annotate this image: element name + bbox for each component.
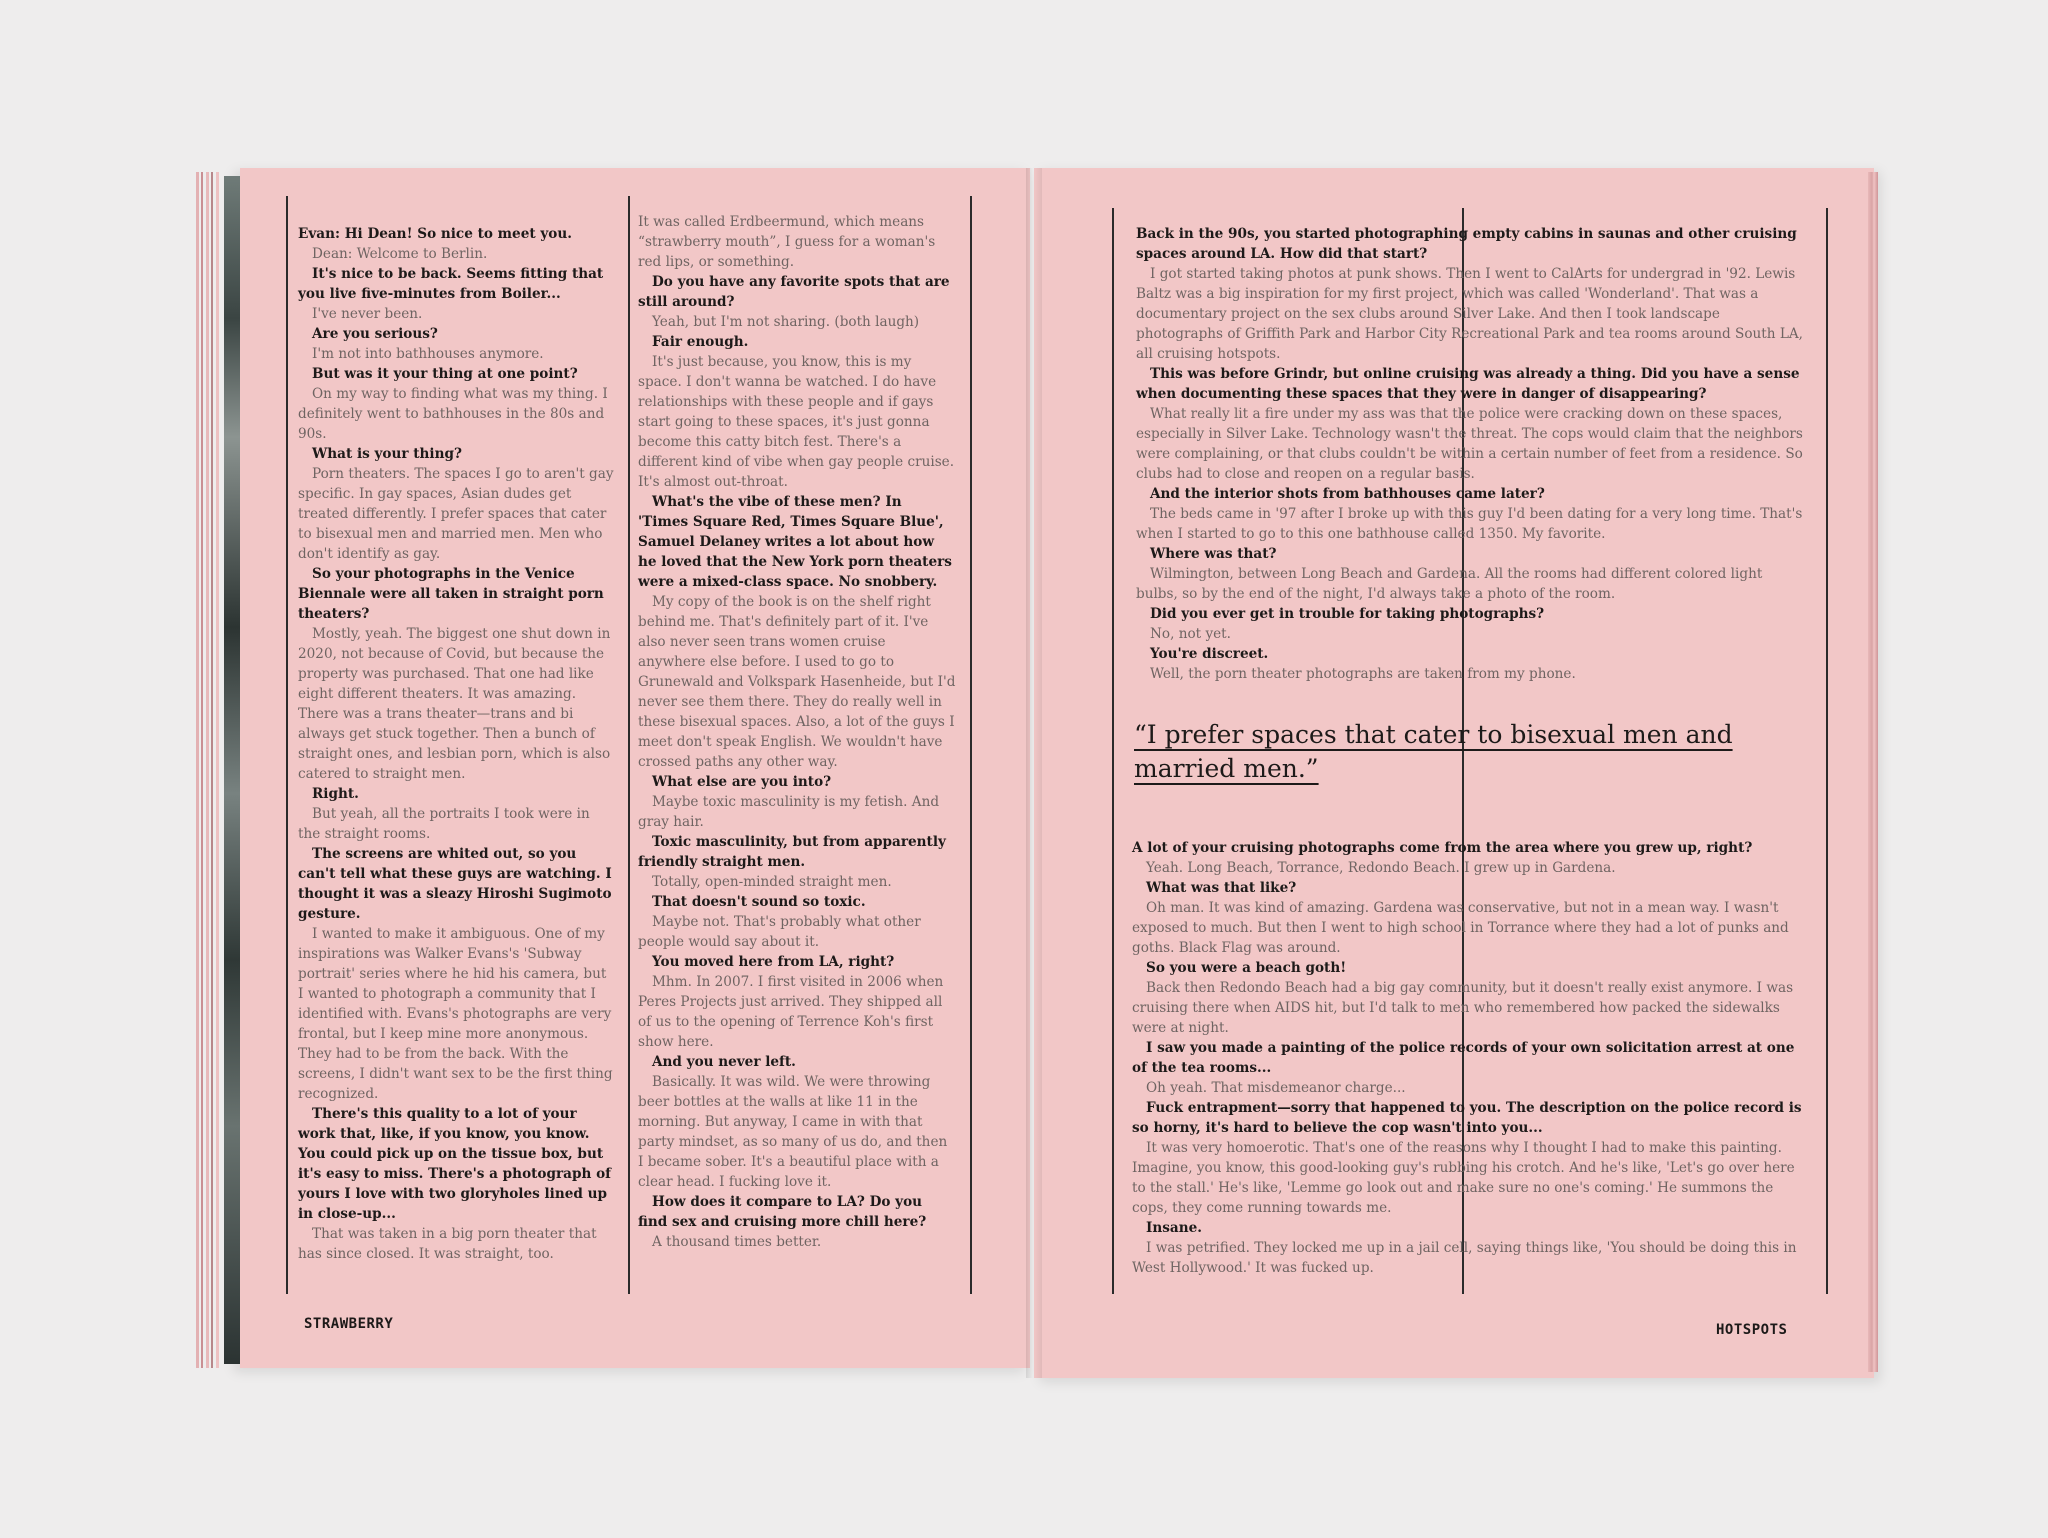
interview-question: Fair enough. — [652, 334, 749, 350]
left-page-right-rule — [970, 196, 972, 1294]
interview-answer: Yeah. Long Beach, Torrance, Redondo Beach. I grew up in Gardena. — [1146, 860, 1616, 876]
left-column-rule — [286, 196, 288, 1294]
interview-answer: I was petrified. They locked me up in a jail cell, saying things like, 'You should be doing this in West Hollywood.' It was fucked up. — [1132, 1240, 1797, 1276]
interview-answer: It's just because, you know, this is my space. I don't wanna be watched. I do have relationships with these people and if gays start going to these spaces, it's just gonna become this catty bitch fest. There's a different kind of vibe when gay people cruise. It's almost out-throat. — [638, 354, 955, 490]
interview-answer: Maybe toxic masculinity is my fetish. And gray hair. — [638, 794, 940, 830]
interview-question: But was it your thing at one point? — [312, 366, 578, 382]
interview-question: Right. — [312, 786, 359, 802]
interview-question: Did you ever get in trouble for taking photographs? — [1150, 606, 1545, 622]
interview-answer: It was very homoerotic. That's one of the reasons why I thought I had to make this painting. Imagine, you know, this good-looking guy's rubbing his crotch. And he's like, 'Let's go over here to the stall.' He's like, 'Lemme go look out and make sure no one's coming.' He summons the cops, they come running towards me. — [1132, 1140, 1795, 1216]
interview-column-3-top — [1136, 224, 1806, 684]
interview-answer: Yeah, but I'm not sharing. (both laugh) — [652, 314, 920, 330]
interview-question: I saw you made a painting of the police records of your own solicitation arrest at one of the tea rooms... — [1132, 1040, 1795, 1076]
interview-question: You moved here from LA, right? — [652, 954, 895, 970]
interview-question: That doesn't sound so toxic. — [652, 894, 866, 910]
pull-quote: “I prefer spaces that cater to bisexual men and married men.” — [1134, 720, 1733, 783]
interview-answer: On my way to finding what was my thing. I definitely went to bathhouses in the 80s and 90s. — [298, 386, 608, 442]
interview-question: You're discreet. — [1150, 646, 1269, 662]
interview-question: This was before Grindr, but online cruising was already a thing. Did you have a sense when documenting these spaces that they were in danger of disappearing? — [1136, 366, 1800, 402]
interview-question: Fuck entrapment—sorry that happened to you. The description on the police record is so horny, it's hard to believe the cop wasn't into you... — [1132, 1100, 1802, 1136]
interview-answer: That was taken in a big porn theater that has since closed. It was straight, too. — [298, 1226, 597, 1262]
interview-answer: Wilmington, between Long Beach and Gardena. All the rooms had different colored light bulbs, so by the end of the night, I'd always take a photo of the room. — [1136, 566, 1763, 602]
interview-question: There's this quality to a lot of your work that, like, if you know, you know. You could pick up on the tissue box, but it's easy to miss. There's a photograph of yours I love with two gloryholes lined up in close-up... — [298, 1106, 611, 1222]
interview-question: Evan: Hi Dean! So nice to meet you. — [298, 226, 572, 242]
right-page-edge — [1868, 172, 1878, 1372]
interview-question: What's the vibe of these men? In 'Times Square Red, Times Square Blue', Samuel Delaney writes a lot about how he loved that the New York porn theaters were a mixed-class space. No snobbery. — [638, 494, 952, 590]
interview-answer: Back then Redondo Beach had a big gay community, but it doesn't really exist anymore. I was cruising there when AIDS hit, but I'd talk to men who remembered how packed the sidewalks were at night. — [1132, 980, 1794, 1036]
interview-question: What was that like? — [1146, 880, 1297, 896]
interview-question: How does it compare to LA? Do you find sex and cruising more chill here? — [638, 1194, 927, 1230]
interview-question: A lot of your cruising photographs come from the area where you grew up, right? — [1132, 840, 1753, 856]
folio-left: STRAWBERRY — [304, 1316, 394, 1332]
interview-answer: Basically. It was wild. We were throwing beer bottles at the walls at like 11 in the morning. But anyway, I came in with that party mindset, as so many of us do, and then I became sober. It's a beautiful place with a clear head. I fucking love it. — [638, 1074, 948, 1190]
interview-question: So your photographs in the Venice Biennale were all taken in straight porn theaters? — [298, 566, 604, 622]
interview-column-3-bottom — [1132, 838, 1806, 1278]
interview-answer: Dean: Welcome to Berlin. — [312, 246, 488, 262]
interview-answer: I've never been. — [312, 306, 423, 322]
interview-answer: I'm not into bathhouses anymore. — [312, 346, 544, 362]
interview-question: Insane. — [1146, 1220, 1202, 1236]
interview-answer: I got started taking photos at punk shows. Then I went to CalArts for undergrad in '92. Lewis Baltz was a big inspiration for my first project, which was called 'Wonderland'. That was a documentary project on the sex clubs around Silver Lake. And then I took landscape photographs of Griffith Park and Harbor City Recreational Park and tea rooms around South LA, all cruising hotspots. — [1136, 266, 1803, 362]
interview-question: The screens are whited out, so you can't tell what these guys are watching. I thought it was a sleazy Hiroshi Sugimoto gesture. — [298, 846, 612, 922]
interview-question: Are you serious? — [312, 326, 438, 342]
folio-right: HOTSPOTS — [1716, 1322, 1788, 1338]
interview-question: Back in the 90s, you started photographing empty cabins in saunas and other cruising spaces around LA. How did that start? — [1136, 226, 1797, 262]
right-page-right-rule — [1826, 208, 1828, 1294]
interview-answer: The beds came in '97 after I broke up with this guy I'd been dating for a very long time. That's when I started to go to this one bathhouse called 1350. My favorite. — [1136, 506, 1803, 542]
interview-column-1 — [298, 224, 614, 1264]
interview-answer: A thousand times better. — [652, 1234, 822, 1250]
interview-question: What else are you into? — [652, 774, 832, 790]
interview-question: What is your thing? — [312, 446, 462, 462]
interview-question: And you never left. — [652, 1054, 796, 1070]
interview-answer: But yeah, all the portraits I took were in the straight rooms. — [298, 806, 590, 842]
interview-answer: Oh yeah. That misdemeanor charge... — [1146, 1080, 1406, 1096]
interview-question: It's nice to be back. Seems fitting that you live five-minutes from Boiler... — [298, 266, 604, 302]
interview-question: And the interior shots from bathhouses came later? — [1150, 486, 1545, 502]
interview-answer: I wanted to make it ambiguous. One of my inspirations was Walker Evans's 'Subway portrait' series where he hid his camera, but I wanted to photograph a community that I identified with. Evans's photographs are very frontal, but I keep mine more anonymous. They had to be from the back. With the screens, I didn't want sex to be the first thing recognized. — [298, 926, 613, 1102]
center-column-rule — [628, 196, 630, 1294]
interview-answer: Totally, open-minded straight men. — [652, 874, 892, 890]
interview-column-2 — [638, 212, 956, 1252]
interview-answer: Mhm. In 2007. I first visited in 2006 when Peres Projects just arrived. They shipped all of us to the opening of Terrence Koh's first show here. — [638, 974, 944, 1050]
interview-answer: What really lit a fire under my ass was that the police were cracking down on these spaces, especially in Silver Lake. Technology wasn't the threat. The cops would claim that the neighbors were complaining, or that clubs couldn't be within a certain number of feet from a residence. So clubs had to close and reopen on a regular basis. — [1136, 406, 1803, 482]
interview-question: So you were a beach goth! — [1146, 960, 1347, 976]
photo-edge-strip — [224, 176, 240, 1364]
interview-answer: Mostly, yeah. The biggest one shut down in 2020, not because of Covid, but because the property was purchased. That one had like eight different theaters. It was amazing. There was a trans theater—trans and bi always get stuck together. Then a bunch of straight ones, and lesbian porn, which is also catered to straight men. — [298, 626, 611, 782]
interview-question: Do you have any favorite spots that are still around? — [638, 274, 950, 310]
interview-answer: No, not yet. — [1150, 626, 1231, 642]
right-page-left-rule — [1112, 208, 1114, 1294]
interview-answer: It was called Erdbeermund, which means “strawberry mouth”, I guess for a woman's red lips, or something. — [638, 214, 936, 270]
interview-answer: My copy of the book is on the shelf right behind me. That's definitely part of it. I've also never seen trans women cruise anywhere else before. I used to go to Grunewald and Volkspark Hasenheide, but I'd never see them there. They do really well in these bisexual spaces. Also, a lot of the guys I meet don't speak English. We wouldn't have crossed paths any other way. — [638, 594, 956, 770]
interview-answer: Maybe not. That's probably what other people would say about it. — [638, 914, 921, 950]
interview-question: Where was that? — [1150, 546, 1277, 562]
interview-answer: Oh man. It was kind of amazing. Gardena was conservative, but not in a mean way. I wasn't exposed to much. But then I went to high school in Torrance where they had a lot of punks and goths. Black Flag was around. — [1132, 900, 1789, 956]
interview-answer: Porn theaters. The spaces I go to aren't gay specific. In gay spaces, Asian dudes get treated differently. I prefer spaces that cater to bisexual men and married men. Men who don't identify as gay. — [298, 466, 614, 562]
interview-question: Toxic masculinity, but from apparently friendly straight men. — [638, 834, 946, 870]
book-spine — [1026, 168, 1042, 1378]
interview-answer: Well, the porn theater photographs are taken from my phone. — [1150, 666, 1576, 682]
